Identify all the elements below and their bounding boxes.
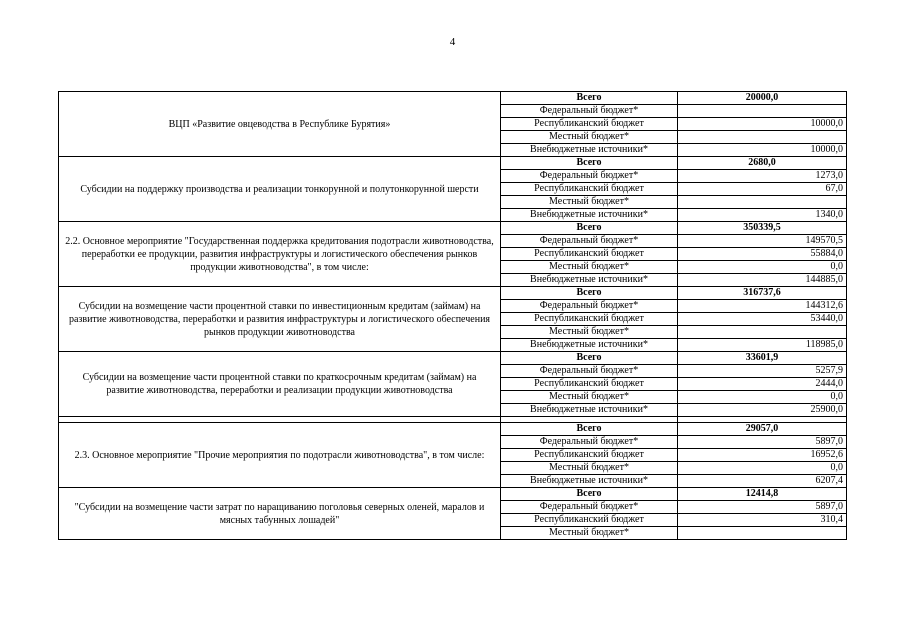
table-row bbox=[59, 352, 847, 365]
funding-amount: 0,0 bbox=[678, 391, 847, 404]
funding-source: Республиканский бюджет bbox=[501, 183, 678, 196]
funding-amount: 1273,0 bbox=[678, 170, 847, 183]
activity-description: "Субсидии на возмещение части затрат по наращиванию поголовья северных оленей, маралов и мясных табунных лошадей" bbox=[59, 488, 501, 540]
funding-amount: 310,4 bbox=[678, 514, 847, 527]
funding-source: Федеральный бюджет* bbox=[501, 365, 678, 378]
funding-source: Местный бюджет* bbox=[501, 261, 678, 274]
funding-source: Федеральный бюджет* bbox=[501, 300, 678, 313]
funding-table-body bbox=[59, 92, 847, 540]
funding-amount: 25900,0 bbox=[678, 404, 847, 417]
funding-source: Федеральный бюджет* bbox=[501, 436, 678, 449]
funding-amount: 144885,0 bbox=[678, 274, 847, 287]
funding-amount: 16952,6 bbox=[678, 449, 847, 462]
funding-amount: 10000,0 bbox=[678, 118, 847, 131]
funding-amount: 6207,4 bbox=[678, 475, 847, 488]
funding-source: Республиканский бюджет bbox=[501, 378, 678, 391]
funding-amount: 0,0 bbox=[678, 261, 847, 274]
funding-amount bbox=[678, 105, 847, 118]
funding-source: Внебюджетные источники* bbox=[501, 339, 678, 352]
table-row bbox=[59, 423, 847, 436]
funding-source: Всего bbox=[501, 352, 678, 365]
activity-description: Субсидии на поддержку производства и реализации тонкорунной и полутонкорунной шерсти bbox=[59, 157, 501, 222]
funding-source: Всего bbox=[501, 222, 678, 235]
page-number: 4 bbox=[449, 36, 456, 48]
activity-description: ВЦП «Развитие овцеводства в Республике Бурятия» bbox=[59, 92, 501, 157]
funding-source: Федеральный бюджет* bbox=[501, 170, 678, 183]
funding-amount: 1340,0 bbox=[678, 209, 847, 222]
funding-amount: 20000,0 bbox=[678, 92, 847, 105]
funding-amount: 149570,5 bbox=[678, 235, 847, 248]
funding-amount: 29057,0 bbox=[678, 423, 847, 436]
funding-amount: 5257,9 bbox=[678, 365, 847, 378]
funding-source: Внебюджетные источники* bbox=[501, 475, 678, 488]
funding-amount bbox=[678, 326, 847, 339]
funding-source: Федеральный бюджет* bbox=[501, 235, 678, 248]
activity-description: Субсидии на возмещение части процентной ставки по краткосрочным кредитам (займам) на развитие животноводства, переработки и реализации продукции животноводства bbox=[59, 352, 501, 417]
funding-source: Всего bbox=[501, 92, 678, 105]
funding-amount: 33601,9 bbox=[678, 352, 847, 365]
funding-source: Всего bbox=[501, 488, 678, 501]
funding-amount: 0,0 bbox=[678, 462, 847, 475]
funding-amount: 118985,0 bbox=[678, 339, 847, 352]
activity-description: 2.2. Основное мероприятие "Государственная поддержка кредитования подотрасли животноводства, переработки ее продукции, развития инфраструктуры и логистического обеспечения рынков продукции животноводства", в том числе: bbox=[59, 222, 501, 287]
funding-source: Внебюджетные источники* bbox=[501, 209, 678, 222]
funding-source: Местный бюджет* bbox=[501, 196, 678, 209]
funding-amount: 12414,8 bbox=[678, 488, 847, 501]
table-row bbox=[59, 222, 847, 235]
funding-source: Республиканский бюджет bbox=[501, 514, 678, 527]
funding-amount bbox=[678, 196, 847, 209]
funding-source: Федеральный бюджет* bbox=[501, 501, 678, 514]
table-row bbox=[59, 488, 847, 501]
funding-source: Республиканский бюджет bbox=[501, 313, 678, 326]
funding-source: Республиканский бюджет bbox=[501, 118, 678, 131]
funding-amount bbox=[678, 527, 847, 540]
funding-source: Республиканский бюджет bbox=[501, 449, 678, 462]
funding-source: Местный бюджет* bbox=[501, 131, 678, 144]
funding-table bbox=[58, 91, 847, 540]
funding-amount: 67,0 bbox=[678, 183, 847, 196]
funding-amount: 316737,6 bbox=[678, 287, 847, 300]
funding-source: Внебюджетные источники* bbox=[501, 274, 678, 287]
funding-source: Местный бюджет* bbox=[501, 527, 678, 540]
funding-amount: 2680,0 bbox=[678, 157, 847, 170]
funding-source: Всего bbox=[501, 287, 678, 300]
funding-source: Местный бюджет* bbox=[501, 462, 678, 475]
funding-amount: 55884,0 bbox=[678, 248, 847, 261]
table-row bbox=[59, 287, 847, 300]
funding-amount: 53440,0 bbox=[678, 313, 847, 326]
funding-amount: 10000,0 bbox=[678, 144, 847, 157]
funding-amount: 350339,5 bbox=[678, 222, 847, 235]
funding-source: Местный бюджет* bbox=[501, 326, 678, 339]
funding-source: Всего bbox=[501, 423, 678, 436]
funding-source: Всего bbox=[501, 157, 678, 170]
funding-source: Внебюджетные источники* bbox=[501, 404, 678, 417]
funding-amount: 144312,6 bbox=[678, 300, 847, 313]
table-row bbox=[59, 92, 847, 105]
funding-amount: 2444,0 bbox=[678, 378, 847, 391]
funding-amount bbox=[678, 131, 847, 144]
funding-source: Федеральный бюджет* bbox=[501, 105, 678, 118]
activity-description: Субсидии на возмещение части процентной ставки по инвестиционным кредитам (займам) на развитие животноводства, переработки и развития инфраструктуры и логистического обеспечения рынков продукции животноводства bbox=[59, 287, 501, 352]
funding-source: Внебюджетные источники* bbox=[501, 144, 678, 157]
funding-amount: 5897,0 bbox=[678, 501, 847, 514]
activity-description: 2.3. Основное мероприятие "Прочие мероприятия по подотрасли животноводства", в том числе: bbox=[59, 423, 501, 488]
table-row bbox=[59, 157, 847, 170]
funding-amount: 5897,0 bbox=[678, 436, 847, 449]
funding-source: Местный бюджет* bbox=[501, 391, 678, 404]
funding-source: Республиканский бюджет bbox=[501, 248, 678, 261]
